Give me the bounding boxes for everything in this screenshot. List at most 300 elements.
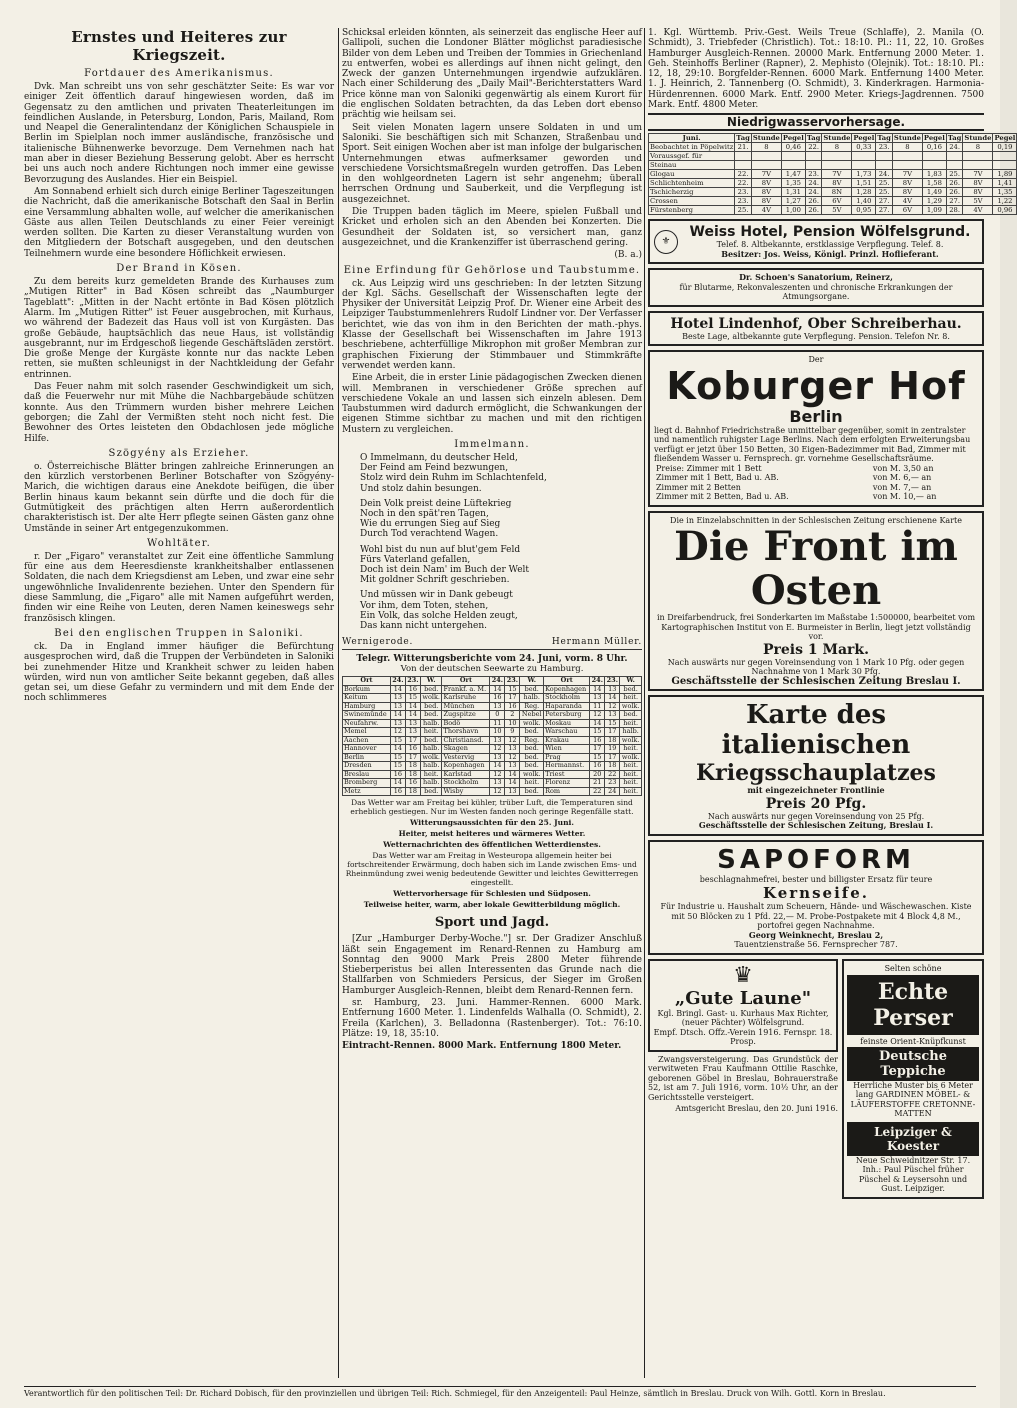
poem-line: Durch Tod verachtend Wagen.: [360, 529, 499, 540]
river-cell: [735, 161, 752, 170]
river-cell: 8: [822, 143, 852, 152]
weather-cell: 12: [505, 753, 520, 762]
river-cell: 5V: [822, 206, 852, 215]
river-cell: 1,22: [993, 197, 1017, 206]
weather-cell: 13: [505, 745, 520, 754]
ad-text: Besitzer: Jos. Weiss, Königl. Prinzl. Hoflieferant.: [721, 248, 939, 259]
river-row: [649, 152, 1017, 161]
ad-text: Telef. 8. Altbekannte, erstklassige Verpflegung. Telef. 8.: [716, 240, 944, 250]
poem-signature: [342, 637, 642, 650]
river-cell: 1,73: [852, 170, 876, 179]
weather-cell: 16: [390, 770, 405, 779]
weather-cell: 13: [605, 685, 620, 694]
weather-cell: halb.: [420, 779, 442, 788]
weather-table-header: [343, 677, 642, 686]
weather-cell: Stockholm: [544, 694, 590, 703]
article-credit: (B. a.): [614, 250, 642, 261]
river-cell: 8: [892, 143, 922, 152]
river-cell: [892, 161, 922, 170]
ad-text: Tauentzienstraße 56. Fernsprecher 787.: [734, 940, 898, 950]
ad-sapoform: [648, 840, 984, 955]
weather-cell: Bromberg: [343, 779, 391, 788]
river-cell: 1,47: [781, 170, 805, 179]
weather-cell: Thorshavn: [442, 728, 490, 737]
price-cell: Preise: Zimmer mit 1 Bett: [656, 463, 762, 473]
poem-title: Immelmann.: [454, 438, 530, 450]
ad-text: Beste Lage, altbekannte gute Verpflegung. Pension. Telefon Nr. 8.: [682, 331, 950, 341]
weather-cell: Rom: [544, 787, 590, 796]
price-row: [654, 473, 978, 483]
ad-text: Geschäftsstelle der Schlesischen Zeitung Breslau I.: [671, 675, 961, 687]
river-cell: 23.: [876, 143, 893, 152]
ad-price: Preis 1 Mark.: [762, 641, 870, 658]
weather-cell: halb.: [420, 762, 442, 771]
poem-stanza: [360, 590, 642, 631]
river-cell: 5V: [963, 197, 993, 206]
article-heading: Der Brand in Kösen.: [116, 263, 242, 275]
river-cell: 26.: [805, 206, 822, 215]
river-cell: 24.: [946, 143, 963, 152]
weather-cell: 13: [505, 762, 520, 771]
weather-cell: 12: [505, 736, 520, 745]
ad-text: liegt d. Bahnhof Friedrichstraße unmittelbar gegenüber, somit in zentralster und namentlich ruhigster Lage Berlins. Nach dem erfolgten Erweiterungsbau verfügt er jetzt über 150 Betten, 30 Eigen-Badezimmer mit Bad, Zimmer mit fließendem Wasser u. Fernsprech. gr. vornehme Gesellschaftsräume.: [654, 425, 971, 464]
weather-cell: 15: [390, 736, 405, 745]
river-cell: Steinau: [649, 161, 735, 170]
river-cell: 25.: [946, 170, 963, 179]
weather-cell: heit.: [420, 728, 442, 737]
river-cell: 7V: [963, 170, 993, 179]
weather-header-cell: 23.: [506, 676, 519, 685]
column-2: [342, 28, 642, 1378]
weather-table-body: [343, 685, 642, 796]
river-cell: 4V: [751, 206, 781, 215]
river-cell: Voraussgef. für: [649, 152, 735, 161]
ad-gute-laune: [648, 959, 838, 1052]
river-cell: 0,33: [852, 143, 876, 152]
river-cell: 7V: [751, 170, 781, 179]
weather-cell: 17: [505, 694, 520, 703]
river-cell: 1,49: [922, 188, 946, 197]
ad-headline: Weiss Hotel, Pension Wölfelsgrund.: [689, 224, 971, 241]
ad-text: Nach auswärts nur gegen Voreinsendung von 1 Mark 10 Pfg. oder gegen Nachnahme von 1 Mark 30 Pfg.: [667, 657, 965, 677]
weather-cell: Prag: [544, 753, 590, 762]
river-cell: 1,28: [852, 188, 876, 197]
weather-cell: Swinemünde: [343, 711, 391, 720]
river-cell: 7V: [822, 170, 852, 179]
river-cell: 8V: [963, 179, 993, 188]
weather-cell: Zugspitze: [442, 711, 490, 720]
river-cell: 8V: [751, 179, 781, 188]
weather-cell: 16: [505, 702, 520, 711]
weather-cell: 13: [390, 702, 405, 711]
river-cell: 1,31: [781, 188, 805, 197]
weather-cell: 10: [490, 728, 505, 737]
weather-cell: 18: [605, 762, 620, 771]
price-cell: von M. 10,— an: [872, 492, 937, 502]
ad-text: Nach auswärts nur gegen Voreinsendung von 25 Pfg.: [707, 811, 925, 821]
river-cell: 23.: [805, 170, 822, 179]
weather-header-cell: W.: [620, 677, 642, 686]
river-cell: 1,27: [781, 197, 805, 206]
weather-cell: Aachen: [343, 736, 391, 745]
weather-note: Das Wetter war am Freitag bei kühler, trüber Luft, die Temperaturen sind erheblich gestiegen. Nur im Westen fanden noch geringe Regenfälle statt.: [350, 798, 634, 817]
river-header-cell: Pegel: [994, 134, 1016, 143]
river-forecast-title: Niedrigwasservorhersage.: [648, 113, 984, 131]
river-cell: 8V: [822, 179, 852, 188]
ad-text: mit eingezeichneter Frontlinie: [747, 785, 885, 796]
river-cell: [805, 152, 822, 161]
weather-row: [343, 745, 642, 754]
forecast-text: Teilweise heiter, warm, aber lokale Gewitterbildung möglich.: [363, 900, 621, 910]
weather-cell: 22: [590, 787, 605, 796]
article-text: r. Der „Figaro" veranstaltet zur Zeit eine öffentliche Sammlung für eine aus dem Heeresdienste krankheitshalber entlassenen Soldaten, die nach dem Kriegsdienst am Leben, und zwar eine sehr ungewöhnliche Invalidenrente beziehen. Unter den Spendern für diese Sammlung, die „Figaro" alle mit Namen aufgeführt werden, finden wir eine Reihe von Leuten, deren Namen keineswegs sehr französisch klingen.: [24, 551, 334, 624]
river-cell: 23.: [735, 188, 752, 197]
weather-cell: halb.: [520, 694, 544, 703]
weather-cell: heit.: [620, 770, 642, 779]
river-header-cell: Stunde: [893, 134, 921, 143]
river-cell: 26.: [805, 197, 822, 206]
ad-headline: Leipziger & Koester: [847, 1122, 979, 1156]
weather-cell: 12: [605, 702, 620, 711]
weather-cell: 20: [590, 770, 605, 779]
river-cell: 26.: [946, 179, 963, 188]
weather-cell: bed.: [520, 762, 544, 771]
weather-header-cell: 24.: [392, 676, 404, 685]
weather-cell: 10: [505, 719, 520, 728]
weather-cell: heit.: [620, 787, 642, 796]
ad-text: Neue Schweidnitzer Str. 17. Inh.: Paul Püschel früher Püschel & Leysersohn und Gust. Leipziger.: [855, 1155, 971, 1194]
river-header-cell: Tag: [877, 134, 891, 143]
river-cell: Crossen: [649, 197, 735, 206]
river-cell: [892, 152, 922, 161]
river-cell: Beobachtet in Pöpelwitz: [650, 143, 734, 152]
ad-headline: Deutsche Teppiche: [847, 1047, 979, 1081]
weather-cell: 13: [490, 753, 505, 762]
river-row: [649, 197, 1017, 206]
article-heading: Eine Erfindung für Gehörlose und Taubstumme.: [343, 264, 641, 276]
weather-outlook-title: Witterungsaussichten für den 25. Juni.: [410, 818, 574, 828]
river-header-cell: Pegel: [853, 134, 875, 143]
article-text: Das Feuer nahm mit solch rasender Geschwindigkeit um sich, daß die Feuerwehr nur mit Mühe die Nachbargebäude schützen konnte. Aus den Trümmern wurden bisher mehrere Leichen geborgen; die Zahl der Vermißten steht noch nicht fest. Die Bewohner des Ortes leisteten den Obdachlosen jede mögliche Hilfe.: [24, 382, 334, 444]
weather-cell: 13: [490, 736, 505, 745]
poem-line: Doch ist dein Nam' im Buch der Welt: [360, 565, 530, 576]
ad-text: Herrliche Muster bis 6 Meter lang GARDINEN MÖBEL- & LÄUFERSTOFFE CRETONNE-MATTEN: [850, 1080, 976, 1119]
weather-cell: 15: [390, 753, 405, 762]
river-cell: [781, 161, 805, 170]
poem-stanza: [360, 499, 642, 540]
river-cell: 1,41: [993, 179, 1017, 188]
weather-cell: 13: [490, 779, 505, 788]
river-cell: 1,58: [922, 179, 946, 188]
weather-cell: halb.: [420, 719, 442, 728]
ad-text: Geschäftsstelle der Schlesischen Zeitung, Breslau I.: [698, 820, 934, 831]
river-cell: [805, 161, 822, 170]
river-cell: 8V: [892, 179, 922, 188]
weather-cell: Kopenhagen: [544, 685, 590, 694]
weather-cell: 2: [505, 711, 520, 720]
weather-cell: 23: [605, 779, 620, 788]
article-heading: Szögyény als Erzieher.: [108, 447, 250, 459]
weather-cell: 15: [505, 685, 520, 694]
weather-cell: Breslau: [343, 770, 391, 779]
weather-cell: 12: [490, 745, 505, 754]
river-cell: 27.: [876, 197, 893, 206]
ad-text: Kgl. Bringl. Gast- u. Kurhaus Max Richter, (neuer Pächter) Wölfelsgrund.: [657, 1008, 829, 1028]
river-header-cell: Tag: [806, 134, 821, 143]
river-cell: 6V: [892, 206, 922, 215]
river-cell: 1,89: [993, 170, 1017, 179]
weather-cell: 14: [405, 711, 420, 720]
ad-text: Die in Einzelabschnitten in der Schlesischen Zeitung erschienene Karte: [670, 515, 962, 525]
weather-cell: wolk.: [422, 693, 440, 702]
weather-row: [343, 711, 642, 720]
river-header-cell: Pegel: [782, 134, 804, 143]
weather-cell: 22: [605, 770, 620, 779]
ad-headline: Karte des italienischen: [721, 700, 911, 761]
river-cell: 22.: [805, 143, 822, 152]
river-cell: [852, 161, 876, 170]
price-cell: Zimmer mit 1 Bett, Bad u. AB.: [656, 473, 779, 483]
weather-cell: Karlstad: [442, 770, 490, 779]
weather-row: [343, 694, 642, 703]
river-row: [649, 161, 1017, 170]
weather-cell: 16: [405, 685, 420, 694]
weather-cell: Dresden: [343, 762, 391, 771]
imprint-footer: [24, 1386, 976, 1399]
column-rule: [338, 28, 339, 1378]
weather-cell: 21: [590, 779, 605, 788]
river-cell: 28.: [946, 206, 963, 215]
weather-header-cell: 23.: [606, 676, 618, 685]
river-cell: 1,83: [922, 170, 946, 179]
weather-cell: Memel: [343, 728, 391, 737]
weather-cell: Reg.: [520, 736, 544, 745]
weather-cell: 18: [405, 770, 420, 779]
sport-text: [Zur „Hamburger Derby-Woche."] sr. Der Gradizer Anschluß läßt sein Engagement im Renard-Rennen zu Hamburg am Sonntag den 9000 Mark Preis 2800 Meter führende Stieberperistus bei allen Interessenten das Grunde nach die Stallfarben von Schmieders Persicus, der Sieger im Großen Hamburger Ausgleich-Rennen, bleibt dem Renard-Rennen fern.: [342, 934, 642, 996]
river-cell: 8V: [963, 188, 993, 197]
article-heading: Fortdauer des Amerikanismus.: [84, 68, 274, 79]
weather-service-text: Das Wetter war am Freitag in Westeuropa allgemein heiter bei fortschreitender Erwärmung, doch haben sich im Lande zwischen Ems- und Rheinmündung zwei wenig bedeutende Gewitter und leichtes Gewitterregen eingestellt.: [345, 851, 639, 888]
river-cell: 8: [751, 143, 781, 152]
article-text: ck. Aus Leipzig wird uns geschrieben: In der letzten Sitzung der Kgl. Sächs. Gesellschaft der Wissenschaften legte der Physiker der Universität Leipzig Prof. Dr. Wiener eine Arbeit des Leipziger Taubstummenlehrers Rudolf Lindner vor. Der Verfasser berichtet, wie das von ihm in den Berichten der math.-phys. Klasse der Gesellschaft bei Wissenschaften im Jahre 1913 beschriebene, achterfüllige Mikrophon mit großer Membran zur graphischen Fixierung der Stimmbauer und Stimmkräfte verwendet werden kann.: [342, 278, 642, 371]
weather-cell: Frankf. a. M.: [442, 685, 490, 694]
imprint-text: Verantwortlich für den politischen Teil: Dr. Richard Dobisch, für den provinziellen und übrigen Teil: Rich. Schmiegel, für den Anzeigenteil: Paul Heinze, sämtlich in Breslau. Druck von Wilh. Gottl. Korn in Breslau.: [24, 1388, 886, 1398]
ad-headline: Hotel Lindenhof, Ober Schreiberhau.: [670, 315, 962, 332]
weather-cell: heit.: [620, 779, 642, 788]
weather-title: Telegr. Witterungsberichte vom 24. Juni, vorm. 8 Uhr.: [356, 654, 628, 665]
river-cell: [822, 152, 852, 161]
ad-koburger-hof: [648, 350, 984, 507]
race-results: 1. Kgl. Württemb. Priv.-Gest. Weils Treue (Schlaffe), 2. Manila (O. Schmidt), 3. Triebfeder (Christlich). Tot.: 18:10. Pl.: 11, 22, 10. Großes Hamburger Ausgleich-Rennen. 20000 Mark. Entfernung 2000 Meter. 1. Geh. Steinhoffs Berliner (Rapner), 2. Mephisto (Olejnik). Tot.: 18:10. Pl.: 12, 18, 29:10. Borgfelder-Rennen. 6000 Mark. Entfernung 1400 Meter. 1. J. Heinrich, 2. Tannenberg (O. Schmidt), 3. Kinderkragen. Harmonia-Hürdenrennen. 6000 Mark. Entf. 2900 Meter. Kriegs-Jagdrennen. 7500 Mark. Entf. 4800 Meter.: [648, 28, 984, 111]
ad-text: Empf. Dtsch. Offz.-Verein 1916. Fernspr. 18. Prosp.: [653, 1027, 833, 1047]
poem-line: Das kann nicht untergehen.: [360, 621, 488, 632]
article-text: Zu dem bereits kurz gemeldeten Brande des Kurhauses zum „Mutigen Ritter" in Bad Kösen schreibt das „Naumburger Tageblatt": „Mitten in der Nacht ertönte in Bad Kösen plötzlich Alarm. Im „Mutigen Ritter" ist Feuer ausgebrochen, mit Kurhaus, wo während der Badezeit das Haus voll ist von Kurgästen. Das große Gebäude, hauptsächlich das neue Haus, ist vollständig ausgebrannt, nur im Erdgeschoß liegende Geschäftsläden zerstört. Die große Menge der Kurgäste konnte nur das nackte Leben retten, sie mußten schleunigst in der Nachtkleidung der Gefahr entrinnen.: [24, 277, 334, 380]
river-cell: 24.: [805, 179, 822, 188]
weather-cell: 14: [590, 719, 605, 728]
weather-cell: wolk.: [520, 719, 544, 728]
river-cell: [963, 161, 993, 170]
article-text: Am Sonnabend erhielt sich durch einige Berliner Tageszeitungen die Nachricht, daß die amerikanische Botschaft den Saal in Berlin eine Versammlung abhalten wolle, auf welcher die amerikanischen Gäste aus allen Teilen Deutschlands zu einer Feier vereinigt werden sollten. Die Karten zu dieser Veranstaltung wurden von den Mitgliedern der Botschaft ausgegeben, und den deutschen Teilnehmern wurde eine besondere Höflichkeit erwiesen.: [24, 186, 334, 259]
weather-cell: Skagen: [442, 745, 490, 754]
river-cell: 24.: [876, 170, 893, 179]
forecast-title: Wettervorhersage für Schlesien und Südposen.: [393, 889, 591, 899]
river-cell: 0,19: [993, 143, 1017, 152]
river-row: [649, 188, 1017, 197]
weather-cell: Florenz: [544, 779, 590, 788]
ad-text: beschlagnahmefrei, bester und billigster Ersatz für teure: [699, 874, 933, 884]
river-cell: 0,46: [781, 143, 805, 152]
weather-cell: heit.: [420, 770, 442, 779]
weather-cell: 14: [605, 694, 620, 703]
river-cell: 1,40: [852, 197, 876, 206]
weather-header-cell: Ort: [442, 677, 490, 686]
weather-header-cell: 24.: [491, 676, 504, 685]
article-heading: Bei den englischen Truppen in Saloniki.: [54, 627, 304, 639]
sport-text: Eintracht-Rennen. 8000 Mark. Entfernung 1800 Meter.: [342, 1041, 622, 1052]
ad-text: Georg Weinknecht, Breslau 2,: [748, 929, 884, 940]
weather-cell: bed.: [520, 685, 544, 694]
sport-title: Sport und Jagd.: [434, 915, 550, 931]
price-cell: von M. 6,— an: [872, 473, 932, 483]
weather-cell: 15: [390, 762, 405, 771]
river-row: [649, 170, 1017, 179]
weather-cell: Warschau: [544, 728, 590, 737]
river-cell: 22.: [735, 179, 752, 188]
weather-cell: 13: [605, 711, 620, 720]
article-text: ck. Da in England immer häufiger die Befürchtung ausgesprochen wird, daß die Truppen der Verbündeten in Saloniki bei zunehmender Hitze und Krankheit schwer zu leiden haben würden, wird nun von amtlicher Seite bekannt gegeben, daß alles getan sei, um diese Gefahr zu vermindern und mit dem Ende der noch schlimmeres: [24, 641, 334, 704]
river-cell: 25.: [876, 188, 893, 197]
weather-cell: 14: [590, 685, 605, 694]
weather-cell: 15: [590, 728, 605, 737]
weather-cell: 0: [490, 711, 505, 720]
weather-cell: 11: [490, 719, 505, 728]
weather-cell: 14: [390, 711, 405, 720]
price-row: [654, 492, 978, 502]
weather-cell: 16: [405, 745, 420, 754]
weather-cell: 15: [590, 753, 605, 762]
ad-text: Für Industrie u. Haushalt zum Scheuern, Hände- und Wäschewaschen. Kiste mit 50 Blöcken zu 1 Pfd. 22,— M. Probe-Postpakete mit 4 Block 4,8 M., portofrei gegen Nachnahme.: [660, 902, 972, 931]
article-text: Die Truppen baden täglich im Meere, spielen Fußball und Kricket und erholen sich an den Abenden bei Konzerten. Die Gesundheit der Soldaten ist, so versichert man, ganz ausgezeichnet, und die Krankenziffer ist überraschend gering.: [342, 207, 642, 248]
weather-cell: bed.: [420, 787, 442, 796]
weather-cell: Bodö: [442, 719, 490, 728]
weather-cell: 16: [590, 762, 605, 771]
river-row: [649, 206, 1017, 215]
weather-cell: 15: [405, 694, 420, 703]
weather-cell: Keitum: [343, 694, 391, 703]
crown-icon: ♛: [733, 962, 753, 988]
weather-cell: bed.: [420, 685, 442, 694]
ad-front-im-osten: [648, 511, 984, 692]
river-cell: 1,00: [781, 206, 805, 215]
price-cell: Zimmer mit 2 Betten, Bad u. AB.: [656, 492, 789, 502]
weather-cell: 13: [390, 719, 405, 728]
article-text: Eine Arbeit, die in erster Linie pädagogischen Zwecken dienen will. Membranen in verschiedener Größe sprechen auf verschiedene Vokale an und lassen sich einzeln ablesen. Dem Taubstummen wird dadurch ermöglicht, die Schwankungen der eigenen Stimme sichtbar zu machen und mit den richtigen Mustern zu vergleichen.: [342, 373, 642, 435]
river-header-cell: Stunde: [752, 134, 780, 143]
river-row: [649, 179, 1017, 188]
signature-author: Hermann Müller.: [551, 637, 642, 648]
weather-cell: Hannover: [343, 745, 391, 754]
weather-cell: 13: [490, 702, 505, 711]
weather-cell: Wien: [544, 745, 590, 754]
river-header-cell: Tag: [947, 134, 962, 143]
weather-cell: 18: [405, 762, 420, 771]
river-cell: 0,95: [852, 206, 876, 215]
ad-headline: Koburger Hof: [666, 363, 966, 408]
river-cell: [781, 152, 805, 161]
river-cell: 4V: [892, 197, 922, 206]
ad-text: Der: [808, 355, 824, 365]
poem-line: O Immelmann, du deutscher Held,: [360, 452, 518, 463]
poem-line: Ein Volk, das solche Helden zeugt,: [360, 610, 518, 621]
weather-cell: Karlsruhe: [442, 694, 490, 703]
poem-stanza: [360, 453, 642, 494]
weather-cell: halb.: [620, 728, 642, 737]
weather-header-cell: 24.: [591, 676, 603, 685]
weather-cell: Nebel: [520, 711, 544, 720]
weather-cell: Vestervig: [442, 753, 490, 762]
price-row: [654, 464, 978, 474]
column-3: [648, 28, 1016, 1378]
article-heading: Wohltäter.: [146, 537, 212, 549]
weather-cell: heit.: [620, 762, 642, 771]
ad-headline: „Gute Laune": [674, 987, 812, 1009]
river-forecast-table: [648, 133, 1017, 215]
ad-leipziger-koester: [842, 959, 984, 1199]
weather-cell: wolk.: [520, 770, 544, 779]
weather-cell: wolk.: [620, 753, 642, 762]
weather-cell: 14: [505, 779, 520, 788]
weather-cell: Triest: [544, 770, 590, 779]
poem-line: Wohl bist du nun auf blut'gem Feld: [360, 544, 521, 555]
weather-cell: Christiansd.: [442, 736, 490, 745]
weather-cell: bed.: [520, 753, 544, 762]
weather-cell: 14: [390, 685, 405, 694]
article-text: o. Österreichische Blätter bringen zahlreiche Erinnerungen an den kürzlich verstorbenen Berliner Botschafter von Szögyény-Marich, die wichtigen daraus eine Anekdote beifügen, die über Berlin hinaus kaum bekannt sein dürfte und die doch für die Gutmütigkeit des prächtigen alten Herrn außerordentlich charakteristisch ist. Der alte Herr pflegte seinen Gästen ganz ohne Umstände in seiner Art entgegenzukommen.: [24, 461, 334, 534]
ad-text: in Dreifarbendruck, frei Sonderkarten im Maßstabe 1:500000, bearbeitet vom Kartographischen Institut von E. Burmeister in Berlin, liegt jetzt vollständig vor.: [656, 613, 976, 642]
weather-cell: bed.: [420, 702, 442, 711]
weather-cell: 14: [490, 762, 505, 771]
river-cell: 4V: [963, 206, 993, 215]
weather-cell: wolk.: [620, 702, 642, 711]
weather-header-cell: 23.: [407, 676, 419, 685]
weather-cell: 18: [405, 787, 420, 796]
ad-price: Preis 20 Pfg.: [765, 795, 867, 812]
weather-subtitle: Von der deutschen Seewarte zu Hamburg.: [400, 664, 584, 675]
weather-cell: bed.: [620, 685, 642, 694]
sport-text: sr. Hamburg, 23. Juni. Hammer-Rennen. 6000 Mark. Entfernung 1600 Meter. 1. Lindenfelds Walhalla (O. Schmidt), 2. Freila (Karlchen), 3. Belladonna (Rastenberger). Tot.: 76:10. Plätze: 19, 18, 35:10.: [342, 998, 642, 1039]
river-cell: [946, 152, 963, 161]
poem-line: Wie du errungen Sieg auf Sieg: [360, 519, 501, 530]
river-table-header: [649, 134, 1017, 143]
poem-line: Der Feind am Feind bezwungen,: [360, 463, 509, 474]
signature-place: Wernigerode.: [342, 637, 414, 648]
river-cell: 8: [963, 143, 993, 152]
river-cell: 0,96: [993, 206, 1017, 215]
weather-cell: Krakau: [544, 736, 590, 745]
ad-headline: Dr. Schoen's Sanatorium, Reinerz,: [739, 272, 893, 283]
ad-headline: Die Front im Osten: [674, 523, 958, 615]
auction-court: Amtsgericht Breslau, den 20. Juni 1916.: [675, 1104, 838, 1114]
ad-lindenhof: [648, 311, 984, 347]
weather-cell: bed.: [520, 745, 544, 754]
poem-line: Dein Volk preist deine Lüftekrieg: [360, 498, 512, 509]
weather-cell: Borkum: [343, 685, 391, 694]
river-header-cell: Stunde: [823, 134, 851, 143]
weather-cell: bed.: [420, 711, 442, 720]
poem-line: Mit goldner Schrift geschrieben.: [360, 575, 510, 586]
weather-cell: 13: [390, 694, 405, 703]
column-rule: [644, 28, 645, 1378]
